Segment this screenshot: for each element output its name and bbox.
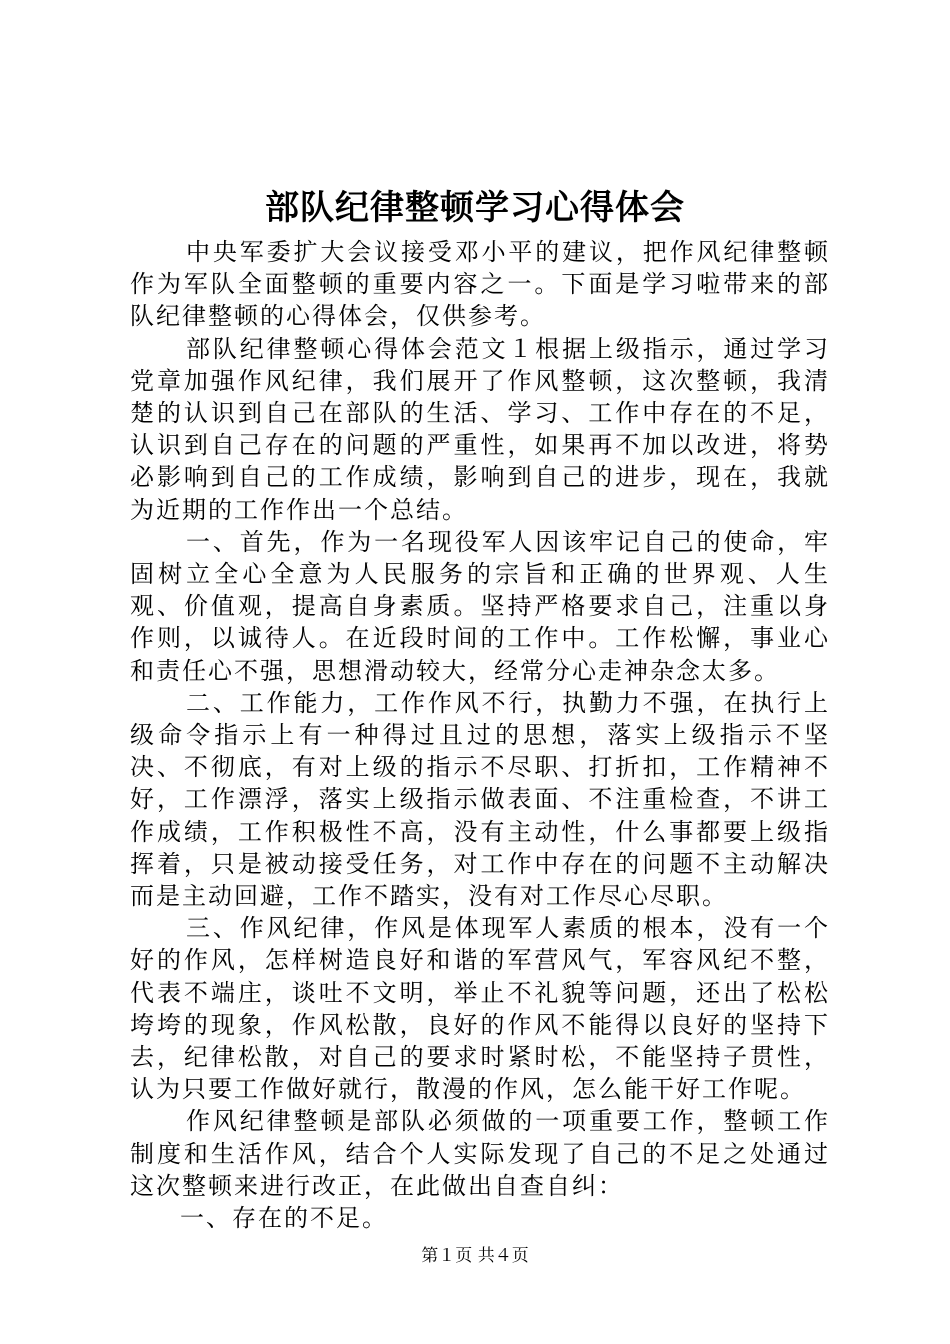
document-title: 部队纪律整顿学习心得体会 (265, 188, 685, 228)
paragraph-shortcomings-heading: 一、存在的不足。 (180, 1204, 388, 1233)
paragraph-point-3: 三、作风纪律，作风是体现军人素质的根本，没有一个好的作风，怎样树造良好和谐的军营风气，军容风纪不整，代表不端庄，谈吐不文明，举止不礼貌等问题，还出了松松垮垮的现象，作风松散，良好的作风不能得以良好的坚持下去，纪律松散，对自己的要求时紧时松，不能坚持子贯性，认为只要工作做好就行，散漫的作风，怎么能干好工作呢。 (130, 914, 830, 1104)
page-number: 第１页 共４页 (421, 1246, 529, 1266)
paragraph-essay-1: 部队纪律整顿心得体会范文１根据上级指示，通过学习党章加强作风纪律，我们展开了作风整顿，这次整顿，我清楚的认识到自己在部队的生活、学习、工作中存在的不足，认识到自己存在的问题的严重性，如果再不加以改进，将势必影响到自己的工作成绩，影响到自己的进步，现在，我就为近期的工作作出一个总结。 (130, 334, 830, 524)
document-body (130, 236, 830, 1234)
paragraph-rectification: 作风纪律整顿是部队必须做的一项重要工作，整顿工作制度和生活作风，结合个人实际发现了自己的不足之处通过这次整顿来进行改正，在此做出自查自纠： (130, 1107, 830, 1200)
paragraph-intro: 中央军委扩大会议接受邓小平的建议，把作风纪律整顿作为军队全面整顿的重要内容之一。下面是学习啦带来的部队纪律整顿的心得体会，仅供参考。 (130, 238, 830, 331)
paragraph-point-1: 一、首先，作为一名现役军人因该牢记自己的使命，牢固树立全心全意为人民服务的宗旨和正确的世界观、人生观、价值观，提高自身素质。坚持严格要求自己，注重以身作则，以诚待人。在近段时间的工作中。工作松懈，事业心和责任心不强，思想滑动较大，经常分心走神杂念太多。 (130, 527, 830, 685)
paragraph-point-2: 二、工作能力，工作作风不行，执勤力不强，在执行上级命令指示上有一种得过且过的思想，落实上级指示不坚决、不彻底，有对上级的指示不尽职、打折扣，工作精神不好，工作漂浮，落实上级指示做表面、不注重检查，不讲工作成绩，工作积极性不高，没有主动性，什么事都要上级指挥着，只是被动接受任务，对工作中存在的问题不主动解决而是主动回避，工作不踏实，没有对工作尽心尽职。 (130, 688, 830, 911)
